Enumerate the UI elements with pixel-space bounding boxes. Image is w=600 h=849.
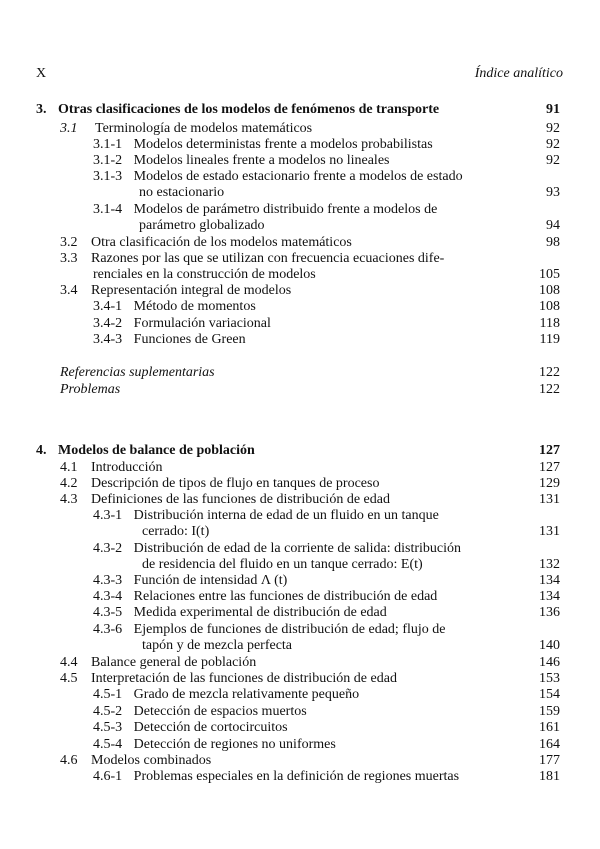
toc-entry-4-5-3 [93, 720, 288, 736]
section-page: 108 [539, 283, 560, 298]
section-page: 164 [539, 737, 560, 752]
section-page: 146 [539, 655, 560, 670]
section-title: Relaciones entre las funciones de distribución de edad [133, 589, 438, 604]
section-page: 140 [539, 638, 560, 653]
section-title-continuation: de residencia del fluido en un tanque cerrado: E(t) [142, 557, 423, 572]
section-page: 129 [539, 476, 560, 491]
toc-entry-3-4-1 [93, 299, 256, 315]
section-title: Interpretación de las funciones de distribución de edad [91, 671, 397, 686]
section-number: 3.1-3 [93, 169, 123, 184]
section-title-continuation: parámetro globalizado [139, 218, 265, 233]
toc-entry-3-1-1 [93, 137, 523, 153]
toc-entry-3-4-3 [93, 332, 246, 348]
toc-entry-3-1-3 [93, 169, 463, 185]
section-number: 4.2 [60, 476, 78, 491]
section-page: 118 [539, 316, 560, 331]
section-title: Terminología de modelos matemáticos [95, 121, 313, 136]
section-title: Distribución interna de edad de un fluido en un tanque [133, 508, 439, 523]
section-number: 4.3 [60, 492, 78, 507]
section-title: Modelos combinados [91, 753, 212, 768]
toc-entry-references: Referencias suplementarias [60, 365, 215, 380]
section-title: Detección de cortocircuitos [133, 720, 288, 735]
section-number: 3.4-1 [93, 299, 123, 314]
chapter-3-heading [36, 102, 439, 118]
section-number: 4.4 [60, 655, 78, 670]
section-number: 4.6 [60, 753, 78, 768]
toc-entry-3-1 [60, 121, 312, 137]
section-page: 93 [546, 185, 560, 200]
section-title: Modelos de estado estacionario frente a modelos de estado [133, 169, 463, 184]
section-page: 154 [539, 687, 560, 702]
chapter-4-heading [36, 443, 255, 459]
toc-entry-3-4-2 [93, 316, 271, 332]
toc-entry-4-6-1 [93, 769, 459, 785]
chapter-number: 4. [36, 443, 47, 458]
section-title: Medida experimental de distribución de edad [133, 605, 387, 620]
toc-entry-4-6 [60, 753, 211, 769]
section-number: 4.3-2 [93, 541, 123, 556]
section-number: 4.3-5 [93, 605, 123, 620]
section-title: Modelos lineales frente a modelos no lineales [133, 153, 390, 168]
running-header-title: Índice analítico [474, 66, 563, 81]
section-page: 177 [539, 753, 560, 768]
section-title: Definiciones de las funciones de distribución de edad [91, 492, 390, 507]
chapter-page: 91 [546, 102, 560, 117]
section-number: 3.4-2 [93, 316, 123, 331]
chapter-title: Otras clasificaciones de los modelos de fenómenos de transporte [58, 102, 440, 117]
section-number: 4.5 [60, 671, 78, 686]
section-number: 4.3-4 [93, 589, 123, 604]
section-title-continuation: cerrado: I(t) [142, 524, 210, 539]
section-title: Problemas especiales en la definición de regiones muertas [133, 769, 460, 784]
section-title: Grado de mezcla relativamente pequeño [133, 687, 360, 702]
toc-entry-4-4 [60, 655, 256, 671]
section-number: 3.4-3 [93, 332, 123, 347]
toc-entry-4-3-6 [93, 622, 445, 638]
section-title: Representación integral de modelos [91, 283, 292, 298]
section-number: 4.3-1 [93, 508, 123, 523]
section-title: Formulación variacional [133, 316, 271, 331]
section-page: 98 [546, 235, 560, 250]
toc-entry-3-2 [60, 235, 352, 251]
section-title: Distribución de edad de la corriente de salida: distribución [133, 541, 462, 556]
toc-entry-4-3 [60, 492, 390, 508]
running-header-page-number: X [36, 66, 47, 81]
section-number: 3.3 [60, 251, 78, 266]
toc-entry-3-1-4 [93, 202, 437, 218]
toc-entry-3-4 [60, 283, 291, 299]
section-page: 161 [539, 720, 560, 735]
section-page: 159 [539, 704, 560, 719]
section-page: 153 [539, 671, 560, 686]
section-page: 132 [539, 557, 560, 572]
section-page: 92 [546, 137, 560, 152]
chapter-title: Modelos de balance de población [58, 443, 255, 458]
section-page: 134 [539, 573, 560, 588]
section-number: 4.5-3 [93, 720, 123, 735]
section-title: Detección de espacios muertos [133, 704, 307, 719]
section-number: 4.3-6 [93, 622, 123, 637]
toc-entry-problems: Problemas [60, 382, 121, 397]
section-page: 122 [539, 365, 560, 380]
section-number: 4.5-2 [93, 704, 123, 719]
toc-entry-4-5-1 [93, 687, 359, 703]
section-page: 131 [539, 492, 560, 507]
section-title: Método de momentos [133, 299, 256, 314]
toc-entry-4-1 [60, 460, 163, 476]
section-page: 105 [539, 267, 560, 282]
section-page: 127 [539, 460, 560, 475]
toc-entry-4-3-1 [93, 508, 439, 524]
toc-entry-4-5 [60, 671, 397, 687]
section-number: 3.1-1 [93, 137, 123, 152]
section-page: 122 [539, 382, 560, 397]
toc-entry-4-5-4 [93, 737, 336, 753]
toc-entry-4-3-5 [93, 605, 387, 621]
section-title: Ejemplos de funciones de distribución de edad; flujo de [133, 622, 446, 637]
section-number: 3.1-2 [93, 153, 123, 168]
chapter-page: 127 [539, 443, 560, 458]
section-title: Balance general de población [91, 655, 257, 670]
toc-entry-3-1-2 [93, 153, 390, 169]
section-page: 181 [539, 769, 560, 784]
section-title: Razones por las que se utilizan con frecuencia ecuaciones dife- [91, 251, 445, 266]
section-title: Descripción de tipos de flujo en tanques de proceso [91, 476, 380, 491]
section-number: 3.2 [60, 235, 78, 250]
chapter-number: 3. [36, 102, 47, 117]
section-page: 108 [539, 299, 560, 314]
section-page: 134 [539, 589, 560, 604]
section-number: 3.1 [60, 121, 78, 136]
section-number: 3.4 [60, 283, 78, 298]
section-title-continuation: renciales en la construcción de modelos [93, 267, 316, 282]
section-title: Introducción [91, 460, 163, 475]
section-page: 119 [539, 332, 560, 347]
section-title: Modelos de parámetro distribuido frente a modelos de [133, 202, 438, 217]
toc-entry-4-2 [60, 476, 379, 492]
section-title-continuation: no estacionario [139, 185, 225, 200]
toc-entry-4-5-2 [93, 704, 307, 720]
section-page: 94 [546, 218, 560, 233]
section-page: 92 [546, 153, 560, 168]
section-title: Función de intensidad Λ (t) [133, 573, 288, 588]
toc-entry-4-3-4 [93, 589, 437, 605]
section-title-continuation: tapón y de mezcla perfecta [142, 638, 293, 653]
section-number: 4.3-3 [93, 573, 123, 588]
section-number: 4.5-1 [93, 687, 123, 702]
section-number: 3.1-4 [93, 202, 123, 217]
section-title: Otra clasificación de los modelos matemáticos [91, 235, 352, 250]
toc-entry-3-3 [60, 251, 444, 267]
toc-entry-4-3-3 [93, 573, 287, 589]
section-title: Detección de regiones no uniformes [133, 737, 336, 752]
section-page: 131 [539, 524, 560, 539]
section-title: Funciones de Green [133, 332, 246, 347]
section-page: 92 [546, 121, 560, 136]
section-number: 4.1 [60, 460, 78, 475]
section-number: 4.5-4 [93, 737, 123, 752]
section-number: 4.6-1 [93, 769, 123, 784]
section-title: Modelos deterministas frente a modelos probabilistas [133, 137, 433, 152]
toc-entry-4-3-2 [93, 541, 461, 557]
section-page: 136 [539, 605, 560, 620]
